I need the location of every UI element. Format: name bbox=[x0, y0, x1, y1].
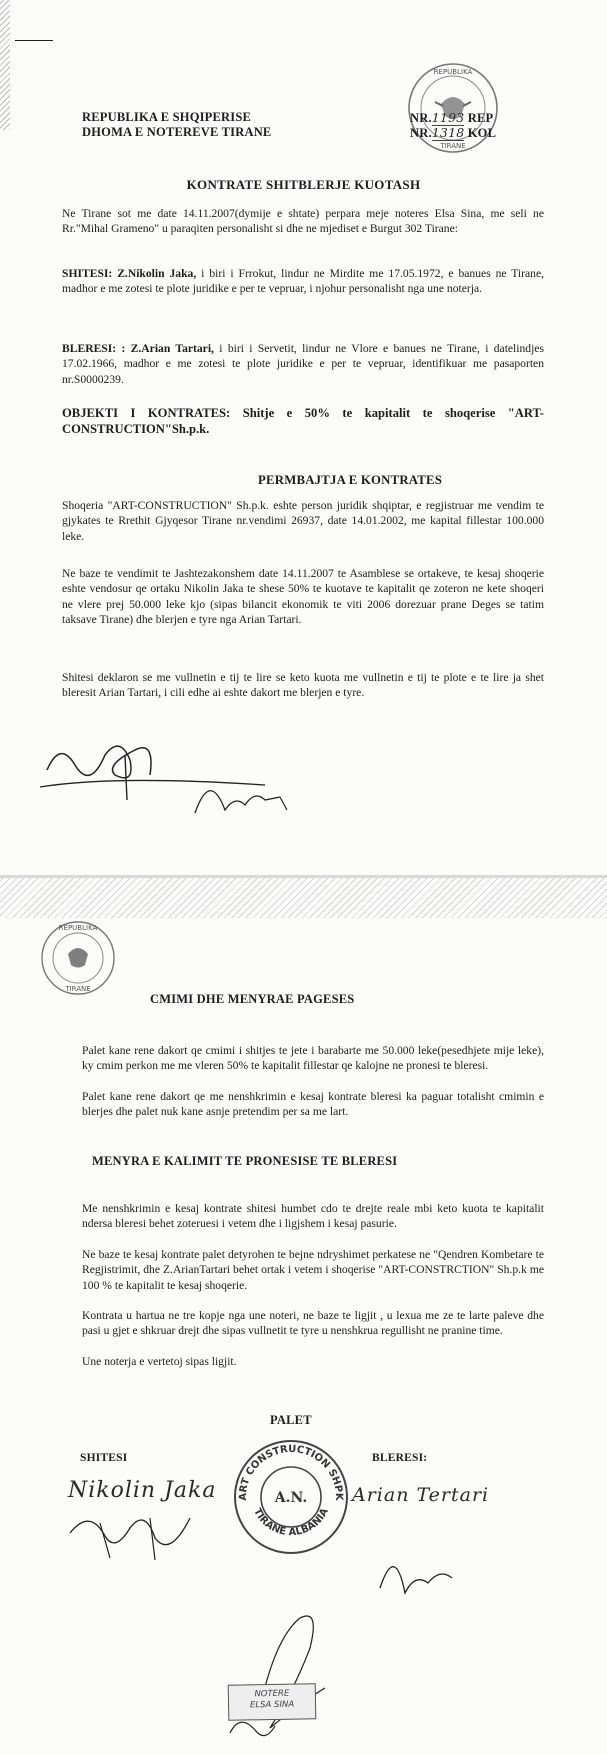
kol-label: KOL bbox=[467, 126, 497, 140]
notary-rect-stamp bbox=[228, 1683, 317, 1721]
nr-label: NR. bbox=[410, 111, 432, 125]
price-paragraph-1: Palet kane rene dakort qe cmimi i shitjes te jete i barabarte me 50.000 leke(pesedhjete mije leke), ky cmim perkon me me vleren 50% te kapitalit fillestar qe kalojne ne pronesi te bleresi. bbox=[82, 1044, 544, 1073]
intro-paragraph: Ne Tirane sot me date 14.11.2007(dymije e shtate) perpara meje noteres Elsa Sina, me seli ne Rr."Mihal Grameno" u paraqiten personalisht si dhe ne mjediset e Burgut 302 Tirane: bbox=[62, 207, 544, 236]
contract-page-2 bbox=[0, 878, 607, 1754]
svg-text:TIRANE: TIRANE bbox=[65, 985, 91, 993]
price-paragraph-2: Palet kane rene dakort qe me nenshkrimin e kesaj kontrate bleresi ka paguar totalisht cmimin e blerjes dhe palet nuk kane asnje pretendim per sa me lart. bbox=[82, 1090, 544, 1119]
scan-mark-line bbox=[15, 40, 53, 41]
rep-label: REP bbox=[467, 111, 494, 125]
svg-text:REPUBLIKA: REPUBLIKA bbox=[58, 924, 98, 932]
seller-name: Z.Nikolin Jaka, bbox=[117, 267, 197, 280]
seller-handwritten-name: Nikolin Jaka bbox=[68, 1478, 217, 1503]
transfer-paragraph-2: Ne baze te kesaj kontrate palet detyrohen te bejne ndryshimet perkatese ne "Qendren Kombetare te Regjistrimit, dhe Z.ArianTartari behet ortak i vetem i shoqerise "ART-CONSTRCTION" Sh.p.k me 100 % te kapitalit te kesaj shoqerie. bbox=[82, 1248, 544, 1292]
transfer-paragraph-1: Me nenshkrimin e kesaj kontrate shitesi humbet cdo te drejte reale mbi keto kuota te kapitalit ndersa bleresi behet zoteruesi i vetem dhe i ligjshem i kesaj pasurie. bbox=[82, 1202, 544, 1231]
transfer-paragraph-3: Kontrata u hartua ne tre kopje nga une noteri, ne baze te ligjit , u lexua me ze te larte paleve dhe pasi u gjet e shkruar drejt dhe sipas vullnetit te tyre u nenshkrua regullisht ne pranine time. bbox=[82, 1309, 544, 1338]
notary-seal-icon bbox=[405, 60, 501, 156]
scan-edge-shadow bbox=[0, 0, 10, 130]
header-chamber: DHOMA E NOTEREVE TIRANE bbox=[82, 125, 272, 139]
contract-object: OBJEKTI I KONTRATES: Shitje e 50% te kapitalit te shoqerise "ART-CONSTRUCTION"Sh.p.k. bbox=[62, 406, 544, 436]
stamp-bottom-text: TIRANE ALBANIA bbox=[251, 1506, 331, 1539]
content-heading: PERMBAJTJA E KONTRATES bbox=[258, 473, 443, 487]
parties-heading: PALET bbox=[270, 1413, 312, 1427]
stamp-center-text: A.N. bbox=[274, 1490, 308, 1506]
buyer-name: Z.Arian Tartari, bbox=[130, 342, 214, 355]
seller-signature-label: SHITESI bbox=[80, 1452, 128, 1464]
buyer-paragraph bbox=[62, 341, 544, 387]
header-republic: REPUBLIKA E SHQIPERISE bbox=[82, 110, 252, 124]
nr-label-2: NR. bbox=[410, 126, 432, 140]
buyer-signature-label: BLERESI: bbox=[372, 1452, 428, 1464]
seller-label: SHITESI: bbox=[62, 267, 113, 280]
scan-top-shadow bbox=[0, 878, 607, 918]
contract-title: KONTRATE SHITBLERJE KUOTASH bbox=[186, 177, 421, 192]
transfer-heading: MENYRA E KALIMIT TE PRONESISE TE BLERESI bbox=[92, 1154, 398, 1168]
svg-text:TIRANE: TIRANE bbox=[440, 142, 466, 150]
buyer-label: BLERESI: : bbox=[62, 342, 126, 355]
seller-paragraph bbox=[62, 266, 544, 297]
signatures-page-2 bbox=[60, 1488, 580, 1748]
declaration-paragraph: Shitesi deklaron se me vullnetin e tij te lire se keto kuota me vullnetin e tij te plote e te lire ja shet bleresit Arian Tartari, i cili edhe ai eshte dakort me blerjen e tyre. bbox=[62, 671, 544, 700]
decision-paragraph: Ne baze te vendimit te Jashtezakonshem date 14.11.2007 te Asamblese se ortakeve, te kesaj shoqerie eshte vendosur qe ortaku Nikolin Jaka te shese 50% te kuotave te kapitalit qe zoteron ne kete shoqeri ne vlere prej 50.000 leke kjo (sipas bilancit ekonomik te viti 2006 dorezuar prane Deges se tatim taksave Tirane) dhe blerjen e tyre nga Arian Tartari. bbox=[62, 567, 544, 626]
svg-text:REPUBLIKA: REPUBLIKA bbox=[433, 68, 473, 76]
transfer-paragraph-4: Une noterja e vertetoj sipas ligjit. bbox=[82, 1355, 237, 1368]
stamp-ring-text: ART CONSTRUCTION SHPK bbox=[237, 1443, 345, 1501]
company-paragraph: Shoqeria "ART-CONSTRUCTION" Sh.p.k. eshte person juridik shqiptar, e regjistruar me vendim te gjykates te Rrethit Gjyqesor Tirane nr.vendimi 26937, date 14.01.2002, me kapital fillestar 100.000 leke. bbox=[62, 499, 544, 543]
seller-details: i biri i Frrokut, lindur ne Mirdite me 17.05.1972, e banues ne Tirane, madhor e me zotesi te plote juridike e per te vepruar, i njohur personalisht nga une noterja. bbox=[62, 267, 544, 296]
contract-page-1 bbox=[0, 0, 607, 875]
buyer-handwritten-name: Arian Tertari bbox=[352, 1484, 490, 1506]
price-heading: CMIMI DHE MENYRAE PAGESES bbox=[150, 992, 355, 1006]
buyer-details: i biri i Servetit, lindur ne Vlore e banues ne Tirane, i datelindjes 17.02.1966, madhor e me zotesi te plote juridike e per te vepruar, identifikuar me pasaporten nr.S0000239. bbox=[62, 342, 544, 386]
nr-kol-value: 1318 bbox=[431, 125, 465, 140]
notary-stamp-line1: NOTERE bbox=[254, 1688, 290, 1700]
nr-kol-line bbox=[410, 125, 496, 141]
nr-rep-line bbox=[410, 110, 493, 126]
notary-seal-icon-2 bbox=[38, 918, 118, 998]
notary-stamp-line2: ELSA SINA bbox=[249, 1699, 295, 1711]
signatures-scribble bbox=[35, 715, 335, 825]
nr-rep-value: 1193 bbox=[431, 110, 465, 125]
